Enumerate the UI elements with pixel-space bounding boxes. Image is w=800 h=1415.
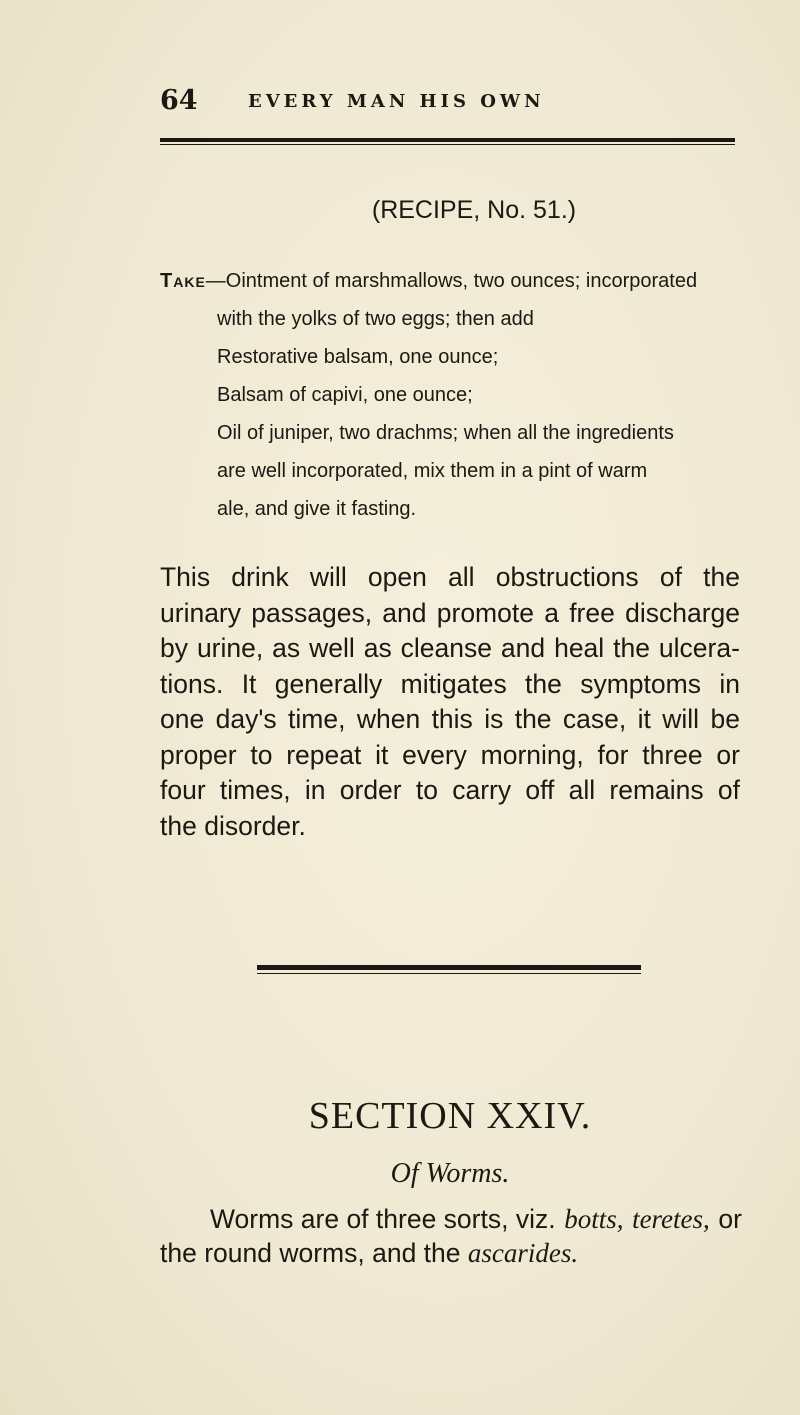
- word: every: [402, 739, 467, 770]
- word: the: [514, 704, 552, 734]
- word: one: [160, 704, 205, 734]
- word: is: [484, 704, 504, 734]
- take-word: Take: [160, 270, 206, 292]
- word: as: [363, 633, 392, 663]
- page-header: [0, 85, 800, 125]
- word: to: [415, 775, 438, 805]
- word: when: [356, 704, 421, 734]
- word: It: [241, 668, 257, 699]
- recipe-line-text: —Ointment of marshmallows, two ounces; incorporated: [205, 270, 698, 292]
- word: this: [431, 704, 473, 734]
- section-title: SECTION XXIV.: [308, 1095, 592, 1137]
- word: the: [703, 562, 740, 592]
- word: mitigates: [400, 668, 507, 699]
- recipe-line: Balsam of capivi, one ounce;: [217, 384, 473, 406]
- section-subheading: Of Worms.: [390, 1158, 510, 1189]
- word: well: [309, 633, 355, 663]
- word: of: [659, 562, 682, 592]
- word: to: [250, 739, 273, 770]
- word: urine,: [196, 633, 264, 663]
- paragraph-line: [160, 596, 740, 632]
- section-divider-thin: [257, 973, 641, 974]
- word: and: [382, 597, 427, 628]
- body-paragraph: [160, 560, 740, 844]
- word: of: [717, 775, 740, 805]
- section-divider: [257, 965, 641, 970]
- word: case,: [562, 704, 627, 734]
- word: all: [568, 775, 596, 805]
- recipe-line: are well incorporated, mix them in a pint of warm: [217, 460, 648, 482]
- word: morning,: [480, 739, 584, 770]
- recipe-line: [160, 262, 750, 300]
- recipe-block: [160, 262, 750, 528]
- word: the: [613, 633, 650, 663]
- word: three: [642, 739, 703, 770]
- recipe-title: (RECIPE, No. 51.): [371, 196, 577, 224]
- paragraph-line: [160, 631, 740, 667]
- word: four: [160, 775, 206, 805]
- term-ascarides: ascarides.: [467, 1238, 579, 1268]
- worms-text: the round worms, and the: [160, 1238, 461, 1268]
- paragraph-line: [160, 773, 740, 809]
- word: discharge: [625, 597, 740, 628]
- word: by: [160, 633, 188, 663]
- worms-line: [210, 1202, 742, 1236]
- word: cleanse: [400, 633, 492, 663]
- word: it: [637, 704, 651, 734]
- word: tions.: [160, 668, 224, 699]
- page-number: 64: [160, 85, 198, 116]
- worms-paragraph: [160, 1202, 742, 1270]
- word: drink: [231, 562, 289, 592]
- word: all: [448, 562, 475, 592]
- worms-line: [160, 1236, 742, 1270]
- word: ulcera-: [658, 633, 740, 663]
- word: free: [569, 597, 615, 628]
- term-botts: botts,: [564, 1204, 624, 1234]
- paragraph-line: [160, 738, 740, 774]
- word: This: [160, 562, 211, 592]
- word: will: [662, 704, 700, 734]
- word: in: [304, 775, 326, 805]
- word: it: [375, 739, 389, 770]
- running-head: EVERY MAN HIS OWN: [248, 91, 545, 112]
- recipe-line: Oil of juniper, two drachms; when all the ingredients: [217, 422, 674, 444]
- word: a: [544, 597, 559, 628]
- word: day's: [215, 704, 277, 734]
- word: repeat: [286, 739, 362, 770]
- worms-text: or: [718, 1204, 742, 1234]
- word: order: [339, 775, 402, 805]
- word: as: [272, 633, 301, 663]
- header-rule-thin: [160, 144, 735, 145]
- word: and: [500, 633, 546, 663]
- word: carry: [452, 775, 512, 805]
- word: or: [716, 739, 740, 770]
- recipe-line: with the yolks of two eggs; then add: [217, 308, 534, 330]
- word: symptoms: [580, 668, 701, 699]
- word: open: [367, 562, 427, 592]
- word: remains: [609, 775, 704, 805]
- word: the: [525, 668, 562, 699]
- word: off: [525, 775, 555, 805]
- word: proper: [160, 739, 237, 770]
- word: passages,: [251, 597, 373, 628]
- recipe-line: Restorative balsam, one ounce;: [217, 346, 499, 368]
- word: times,: [219, 775, 291, 805]
- word: time,: [288, 704, 346, 734]
- paragraph-line: [160, 560, 740, 596]
- word: generally: [274, 668, 383, 699]
- paragraph-line: [160, 667, 740, 703]
- word: heal: [554, 633, 605, 663]
- recipe-line: ale, and give it fasting.: [217, 498, 417, 520]
- word: in: [719, 668, 740, 699]
- header-rule: [160, 138, 735, 142]
- paragraph-line: [160, 702, 740, 738]
- paragraph-line: the disorder.: [160, 810, 306, 841]
- word: obstructions: [495, 562, 639, 592]
- word: be: [710, 704, 740, 734]
- worms-text: Worms are of three sorts, viz.: [210, 1204, 556, 1234]
- word: for: [597, 739, 629, 770]
- term-teretes: teretes,: [632, 1204, 710, 1234]
- word: urinary: [160, 597, 242, 628]
- word: promote: [436, 597, 534, 628]
- word: will: [309, 562, 347, 592]
